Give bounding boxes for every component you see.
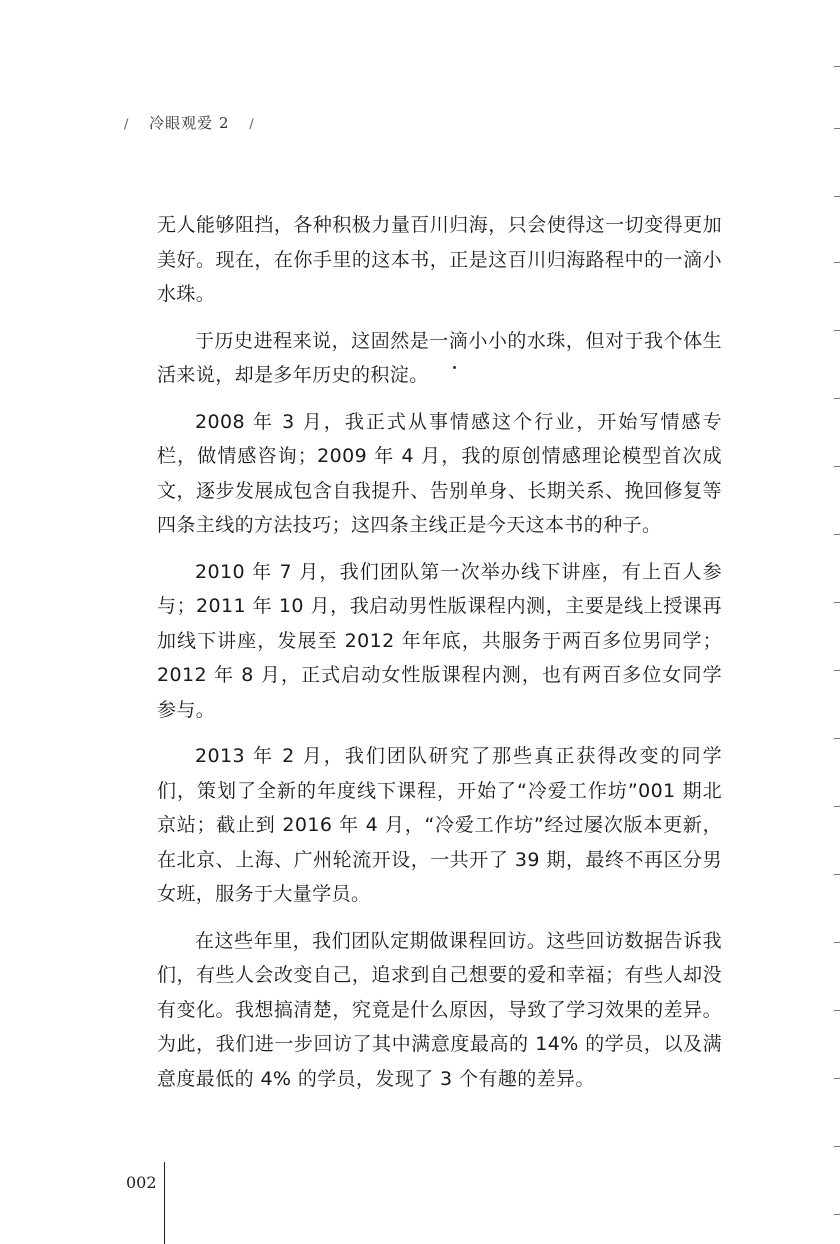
scan-edge-mark xyxy=(834,806,840,807)
paragraph: 于历史进程来说，这固然是一滴小小的水珠，但对于我个体生活来说，却是多年历史的积淀。 xyxy=(157,329,722,386)
header-slash-right: / xyxy=(249,117,255,132)
scan-edge-mark xyxy=(834,602,840,603)
scan-edge-mark xyxy=(834,262,840,263)
scan-edge-mark xyxy=(834,670,840,671)
scan-edge-mark xyxy=(834,66,840,67)
scan-edge-mark xyxy=(834,1214,840,1215)
running-header xyxy=(124,112,255,133)
scan-speck xyxy=(453,366,456,369)
page-number: 002 xyxy=(126,1173,157,1192)
scan-edge-mark xyxy=(834,1146,840,1147)
body-text xyxy=(157,208,722,1108)
scan-edge-mark xyxy=(834,874,840,875)
paragraph-continued: 无人能够阻挡，各种积极力量百川归海，只会使得这一切变得更加美好。现在，在你手里的这本书，正是这百川归海路程中的一滴小水珠。 xyxy=(157,214,722,305)
scan-edge-mark xyxy=(834,128,840,129)
header-title: 冷眼观爱 2 xyxy=(149,114,230,132)
scan-edge-mark xyxy=(834,942,840,943)
paragraph: 在这些年里，我们团队定期做课程回访。这些回访数据告诉我们，有些人会改变自己，追求到自己想要的爱和幸福；有些人却没有变化。我想搞清楚，究竟是什么原因，导致了学习效果的差异。为此，我们进一步回访了其中满意度最高的 14% 的学员，以及满意度最低的 4% 的学员，发现了 3 个有趣的差异。 xyxy=(157,929,722,1090)
scan-edge-mark xyxy=(834,196,840,197)
paragraph: 2013 年 2 月，我们团队研究了那些真正获得改变的同学们，策划了全新的年度线下课程，开始了“冷爱工作坊”001 期北京站；截止到 2016 年 4 月，“冷爱工作坊”经过屡次版本更新，在北京、上海、广州轮流开设，一共开了 39 期，最终不再区分男女班，服务于大量学员。 xyxy=(157,745,722,905)
page-number-rule xyxy=(164,1162,165,1244)
scan-edge-mark xyxy=(834,466,840,467)
scan-edge-mark xyxy=(834,534,840,535)
scan-edge-mark xyxy=(834,1078,840,1079)
scan-edge-mark xyxy=(834,330,840,331)
paragraph: 2010 年 7 月，我们团队第一次举办线下讲座，有上百人参与；2011 年 10 月，我启动男性版课程内测，主要是线上授课再加线下讲座，发展至 2012 年年底，共服务于两百多位男同学；2012 年 8 月，正式启动女性版课程内测，也有两百多位女同学参与。 xyxy=(157,560,722,721)
scan-edge-mark xyxy=(834,1010,840,1011)
scan-edge-mark xyxy=(834,398,840,399)
paragraph: 2008 年 3 月，我正式从事情感这个行业，开始写情感专栏，做情感咨询；2009 年 4 月，我的原创情感理论模型首次成文，逐步发展成包含自我提升、告别单身、长期关系、挽回修复等四条主线的方法技巧；这四条主线正是今天这本书的种子。 xyxy=(157,410,722,536)
scan-edge-mark xyxy=(834,738,840,739)
header-slash-left: / xyxy=(124,117,130,132)
